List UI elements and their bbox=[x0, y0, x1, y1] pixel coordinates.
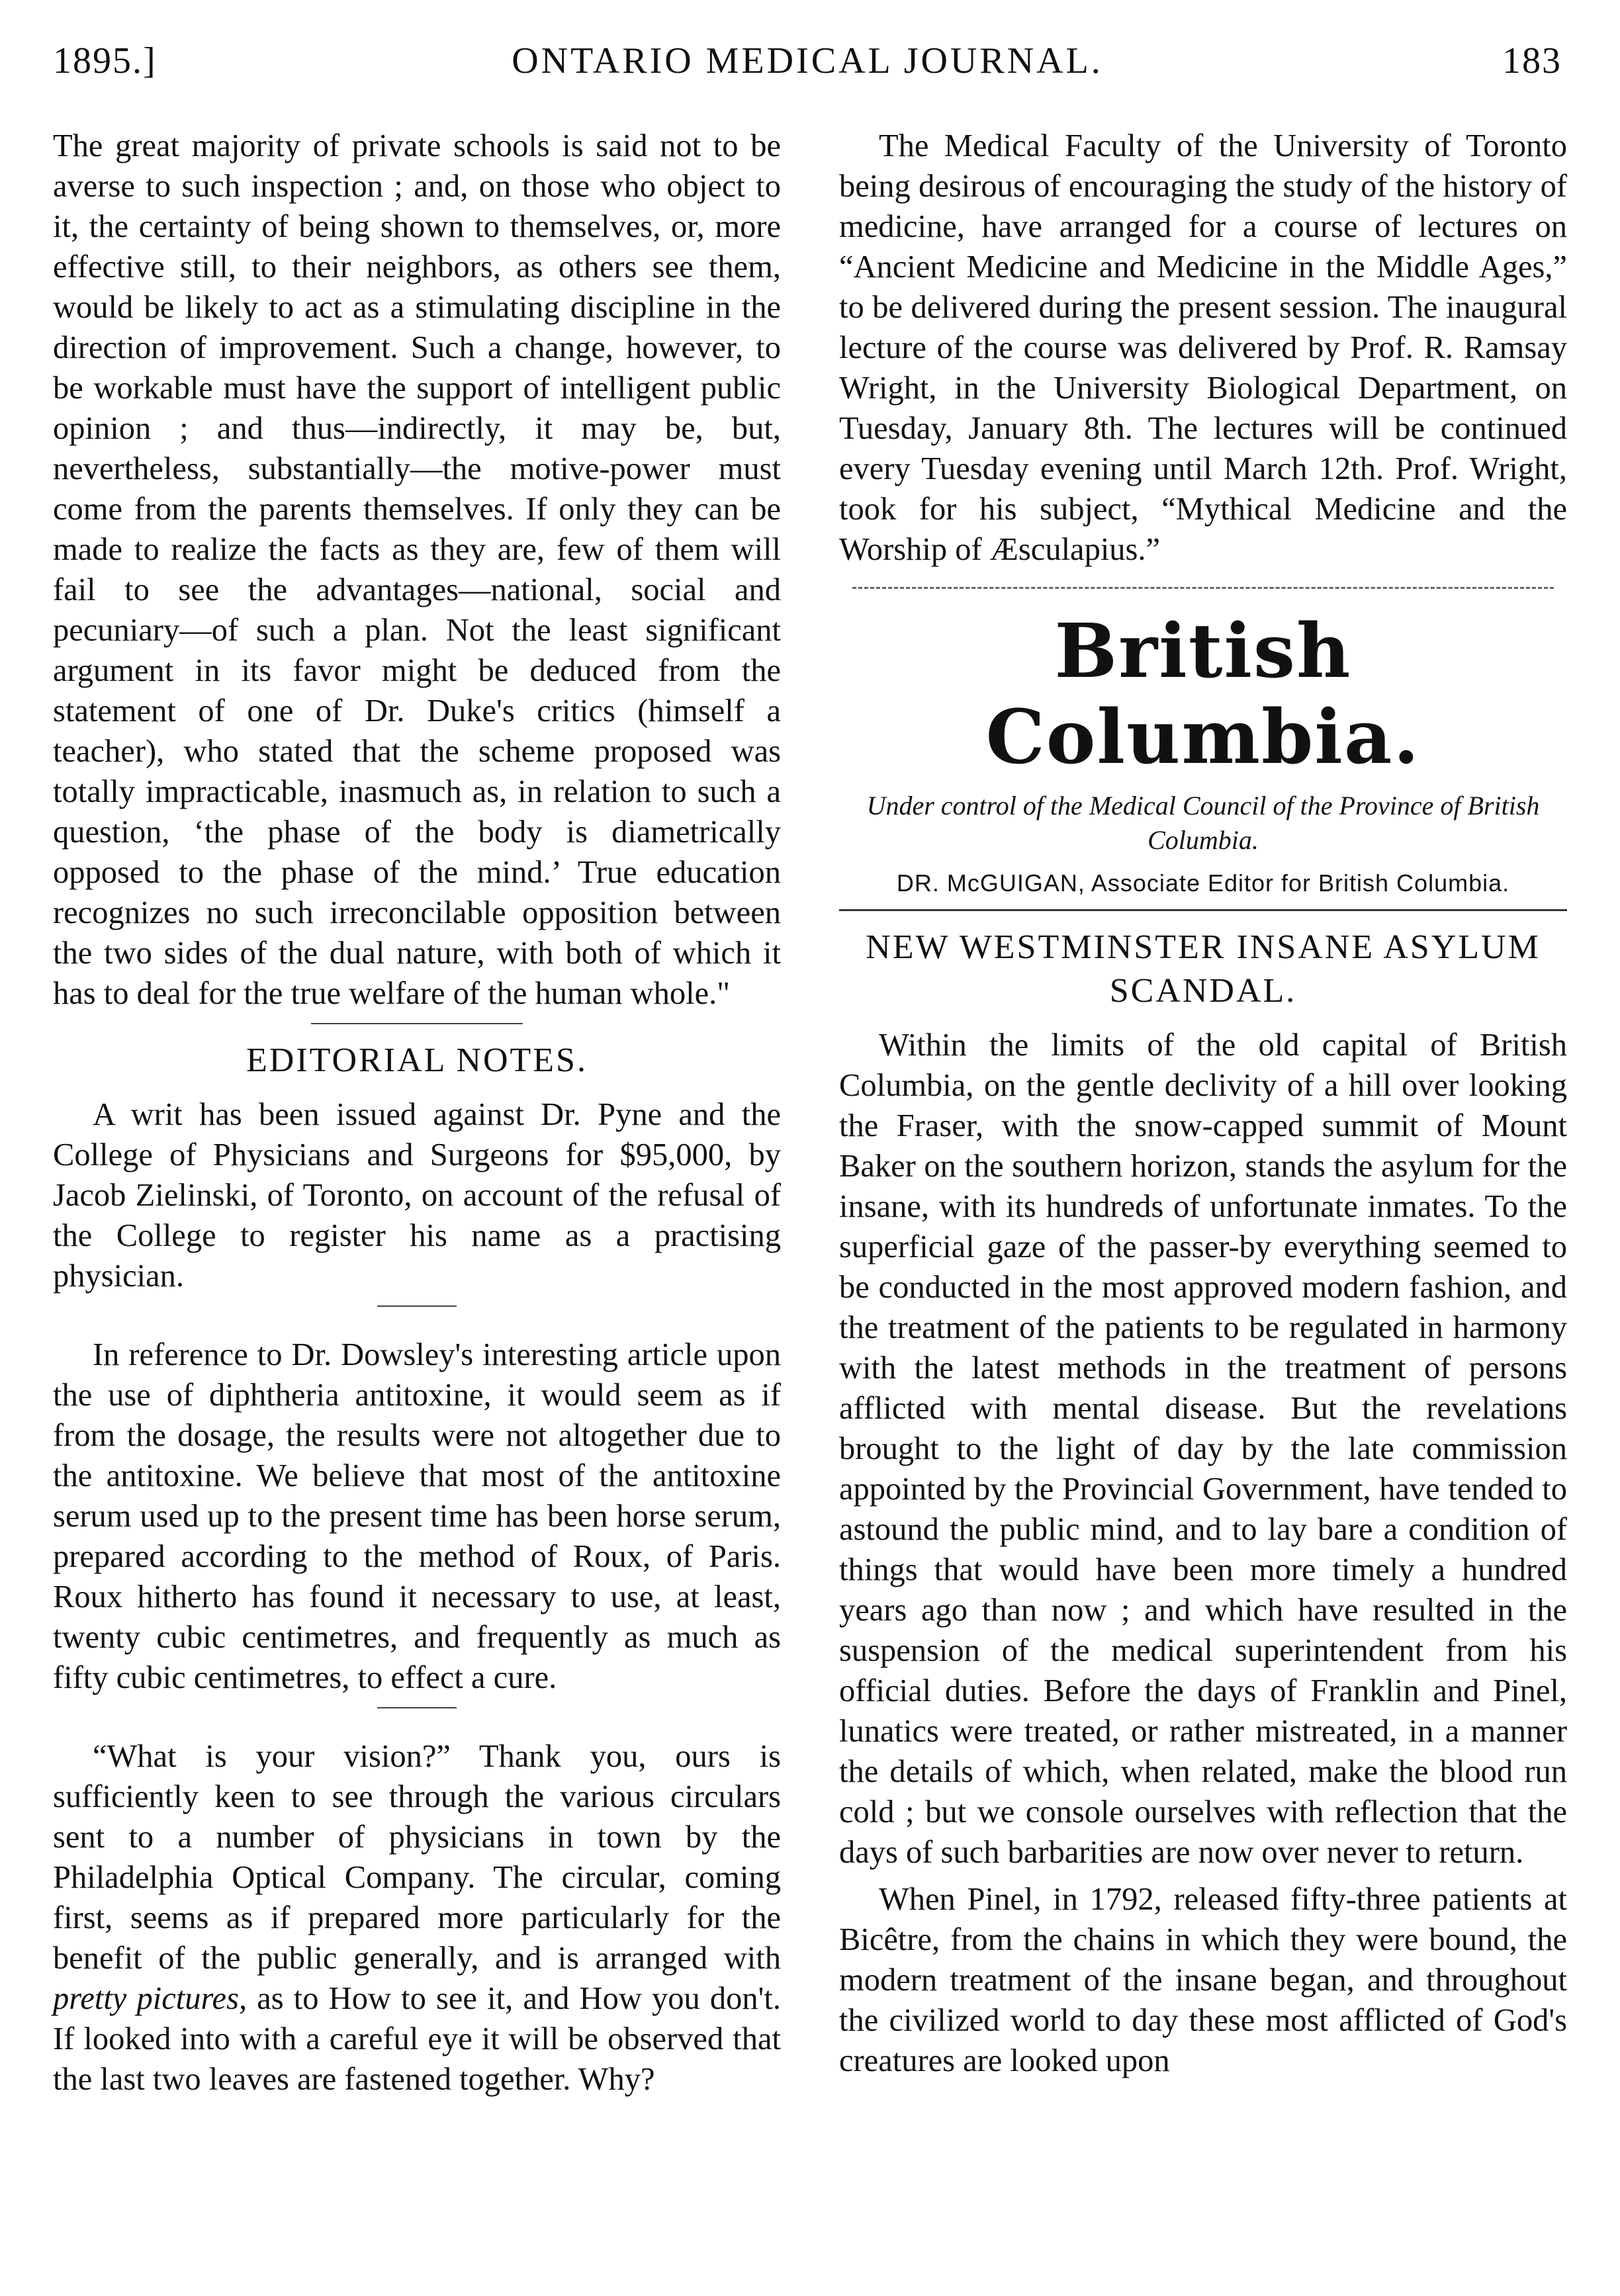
divider bbox=[377, 1707, 457, 1708]
divider bbox=[311, 1023, 523, 1024]
faculty-lectures-note: The Medical Faculty of the University of Toronto being desirous of encouraging the study of the history of medicine, have arranged for a course of lectures on “Ancient Medicine and Medicine in the Middle Ages,” to be delivered during the present session. The inaugural lecture of the course was delivered by Prof. R. Ramsay Wright, in the University Biological Department, on Tuesday, January 8th. The lectures will be continued every Tuesday evening until March 12th. Prof. Wright, took for his subject, “Mythical Medicine and the Worship of Æsculapius.” bbox=[839, 128, 1567, 567]
optical-note-text-end: as to How to see it, and How you don't. If looked into with a careful eye it will be observed that the last two leaves are fastened together. Why? bbox=[53, 1981, 782, 2097]
section-divider bbox=[852, 587, 1554, 589]
left-column bbox=[53, 126, 781, 2099]
page-header bbox=[53, 40, 1562, 106]
page-number: 183 bbox=[1502, 40, 1562, 81]
section-editor: DR. McGUIGAN, Associate Editor for British Columbia. bbox=[896, 869, 1510, 897]
section-title: British Columbia. bbox=[985, 608, 1421, 781]
divider bbox=[839, 909, 1567, 911]
section-subtitle: Under control of the Medical Council of the Province of British Columbia. bbox=[866, 791, 1540, 855]
article-paragraph: When Pinel, in 1792, released fifty-three patients at Bicêtre, from the chains in which they were bound, the modern treatment of the insane began, and throughout the civilized world to day these most afflicted of God's creatures are looked upon bbox=[839, 1882, 1567, 2078]
editorial-note-optical bbox=[53, 1736, 781, 2099]
editorial-note-writ: A writ has been issued against Dr. Pyne and the College of Physicians and Surgeons for $95,000, by Jacob Zielinski, of Toronto, on account of the refusal of the College to register his name as a practising physician. bbox=[53, 1097, 781, 1294]
editorial-note-antitoxine: In reference to Dr. Dowsley's interesting article upon the use of diphtheria antitoxine, it would seem as if from the dosage, the results were not altogether due to the antitoxine. We believe that most of the antitoxine serum used up to the present time has been horse serum, prepared according to the method of Roux, of Paris. Roux hitherto has found it necessary to use, at least, twenty cubic centimetres, and frequently as much as fifty cubic centimetres, to effect a cure. bbox=[53, 1337, 781, 1695]
optical-note-text-start: “What is your vision?” Thank you, ours is sufficiently keen to see through the various circulars sent to a number of physicians in town by the Philadelphia Optical Company. The circular, coming first, seems as if prepared more particularly for the benefit of the public generally, and is arranged with bbox=[53, 1739, 781, 1976]
optical-note-italic: pretty pictures, bbox=[53, 1981, 248, 2016]
article-heading: NEW WESTMINSTER INSANE ASYLUM SCANDAL. bbox=[866, 928, 1541, 1010]
journal-title: ONTARIO MEDICAL JOURNAL. bbox=[512, 40, 1103, 81]
article-paragraph: Within the limits of the old capital of British Columbia, on the gentle declivity of a hill over looking the Fraser, with the snow-capped summit of Mount Baker on the southern horizon, stands the asylum for the insane, with its hundreds of unfortunate inmates. To the superficial gaze of the passer-by everything seemed to be conducted in the most approved modern fashion, and the treatment of the patients to be regulated in harmony with the latest methods in the treatment of persons afflicted with mental disease. But the revelations brought to the light of day by the late commission appointed by the Provincial Government, have tended to astound the public mind, and to lay bare a condition of things that would have been more timely a hundred years ago than now ; and which have resulted in the suspension of the medical superintendent from his official duties. Before the days of Franklin and Pinel, lunatics were treated, or rather mistreated, in a manner the details of which, when related, make the blood run cold ; but we console ourselves with reflection that the days of such barbarities are now over never to return. bbox=[839, 1028, 1567, 1870]
right-column bbox=[839, 126, 1567, 2081]
editorial-notes-heading: EDITORIAL NOTES. bbox=[246, 1041, 588, 1079]
continued-article-text: The great majority of private schools is said not to be averse to such inspection ; and, on those who object to it, the certainty of being shown to themselves, or, more effective still, to their neighbors, as others see them, would be likely to act as a stimulating discipline in the direction of improvement. Such a change, however, to be workable must have the support of intelligent public opinion ; and thus—indirectly, it may be, but, nevertheless, substantially—the motive-power must come from the parents themselves. If only they can be made to realize the facts as they are, few of them will fail to see the advantages—national, social and pecuniary—of such a plan. Not the least significant argument in its favor might be deduced from the statement of one of Dr. Duke's critics (himself a teacher), who stated that the scheme proposed was totally impracticable, inasmuch as, in relation to such a question, ‘the phase of the body is diametrically opposed to the phase of the mind.’ True education recognizes no such irreconcilable opposition between the two sides of the dual nature, with both of which it has to deal for the true welfare of the human whole." bbox=[53, 128, 781, 1011]
divider bbox=[377, 1305, 457, 1307]
header-year: 1895.] bbox=[53, 40, 157, 81]
